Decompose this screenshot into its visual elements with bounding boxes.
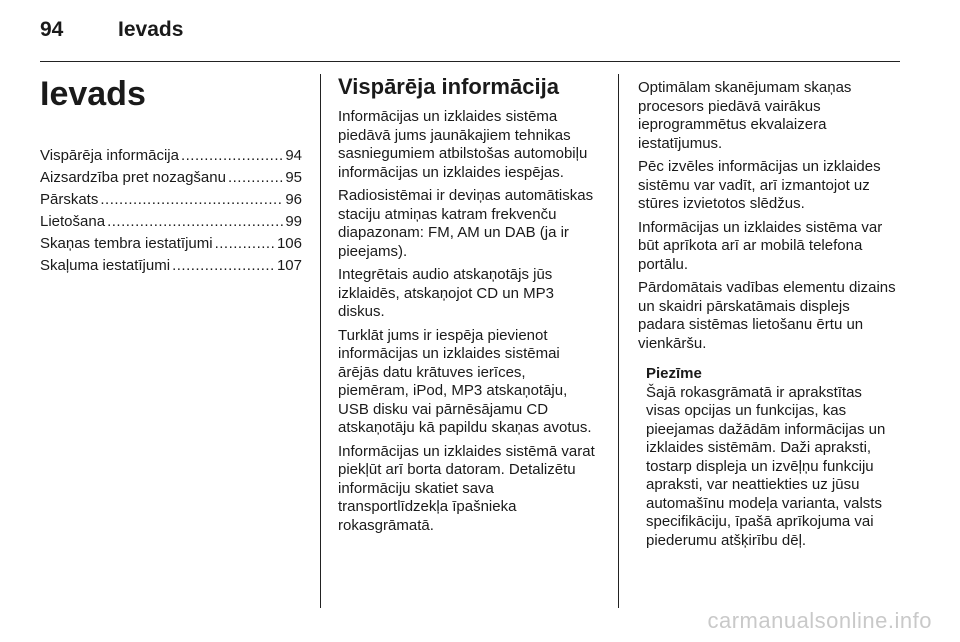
toc-entry-page: 107 <box>276 257 302 274</box>
continued-column <box>638 79 900 550</box>
section-title: Vispārēja informācija <box>338 74 559 99</box>
toc-entry-label: Skaļuma iestatījumi <box>40 257 171 274</box>
paragraph: Informācijas un izklaides sistēma var būt aprīkota arī ar mobilā telefona portālu. <box>638 218 883 273</box>
note-text: Šajā rokasgrāmatā ir aprakstītas visas opcijas un funkcijas, kas pieejamas dažādām informācijas un izklaides sistēmām. Daži apraksti, tostarp displeja un izvēļņu funkciju apraksti, var neattiekties uz jūsu automašīnu modeļa varianta, valsts specifikāciju, īpašā aprīkojuma vai piederumu atšķirību dēļ. <box>646 383 886 549</box>
toc-entry-label: Pārskats <box>40 191 99 208</box>
toc-entry[interactable] <box>40 233 302 255</box>
toc-entry-label: Aizsardzība pret nozagšanu <box>40 169 226 186</box>
paragraph: Radiosistēmai ir deviņas automātiskas staciju atmiņas katram frekvenču diapazonam: FM, AM un DAB (ja ir pieejams). <box>338 187 594 260</box>
chapter-column <box>40 72 302 277</box>
general-info-column <box>338 72 600 540</box>
column-divider-2 <box>618 74 619 608</box>
page-number: 94 <box>40 18 64 41</box>
watermark: carmanualsonline.info <box>707 608 932 633</box>
paragraph: Informācijas un izklaides sistēmā varat piekļūt arī borta datoram. Detalizētu informāciju skatiet sava transportlīdzekļa īpašnieka rokasgrāmatā. <box>338 442 595 534</box>
toc-entry-page: 106 <box>276 235 302 252</box>
toc-entry-page: 94 <box>285 147 302 164</box>
paragraph: Informācijas un izklaides sistēma piedāvā jums jaunākajiem tehnikas sasniegumiem atbilstošas automobiļu informācijas un izklaides iespējas. <box>338 108 588 181</box>
toc-leader-dots <box>228 167 283 189</box>
note-box <box>646 365 900 550</box>
toc-entry-page: 96 <box>285 191 302 208</box>
header-section-title: Ievads <box>118 18 184 41</box>
toc-leader-dots <box>181 145 283 167</box>
toc-leader-dots <box>172 255 275 277</box>
toc-leader-dots <box>100 189 283 211</box>
paragraph: Pēc izvēles informācijas un izklaides sistēmu var vadīt, arī izmantojot uz stūres izvietotos slēdžus. <box>638 158 881 212</box>
toc-entry[interactable] <box>40 255 302 277</box>
toc-entry-label: Lietošana <box>40 213 106 230</box>
paragraph: Integrētais audio atskaņotājs jūs izklaidēs, atskaņojot CD un MP3 diskus. <box>338 266 554 320</box>
toc-entry[interactable] <box>40 145 302 167</box>
paragraph: Turklāt jums ir iespēja pievienot informācijas un izklaides sistēmai ārējās datu krātuves ierīces, piemēram, iPod, MP3 atskaņotāju, USB disku vai pārnēsājamu CD atskaņotāju kā papildu skaņas avotus. <box>338 326 592 436</box>
toc-entry-label: Vispārēja informācija <box>40 147 179 164</box>
toc-entry-page: 95 <box>285 169 302 186</box>
toc-entry[interactable] <box>40 167 302 189</box>
toc-entry-label: Skaņas tembra iestatījumi <box>40 235 213 252</box>
note-title: Piezīme <box>646 365 702 382</box>
toc-entry[interactable] <box>40 189 302 211</box>
paragraph: Pārdomātais vadības elementu dizains un skaidri pārskatāmais displejs padara sistēmas lietošanu ērtu un vienkāršu. <box>638 279 896 352</box>
column-divider-1 <box>320 74 321 608</box>
header-divider <box>40 61 900 62</box>
toc-leader-dots <box>107 211 283 233</box>
chapter-title: Ievads <box>40 75 146 113</box>
toc-leader-dots <box>215 233 275 255</box>
paragraph: Optimālam skanējumam skaņas procesors piedāvā vairākus ieprogrammētus ekvalaizera iestatījumus. <box>638 79 852 152</box>
toc-entry[interactable] <box>40 211 302 233</box>
table-of-contents <box>40 145 302 277</box>
toc-entry-page: 99 <box>285 213 302 230</box>
